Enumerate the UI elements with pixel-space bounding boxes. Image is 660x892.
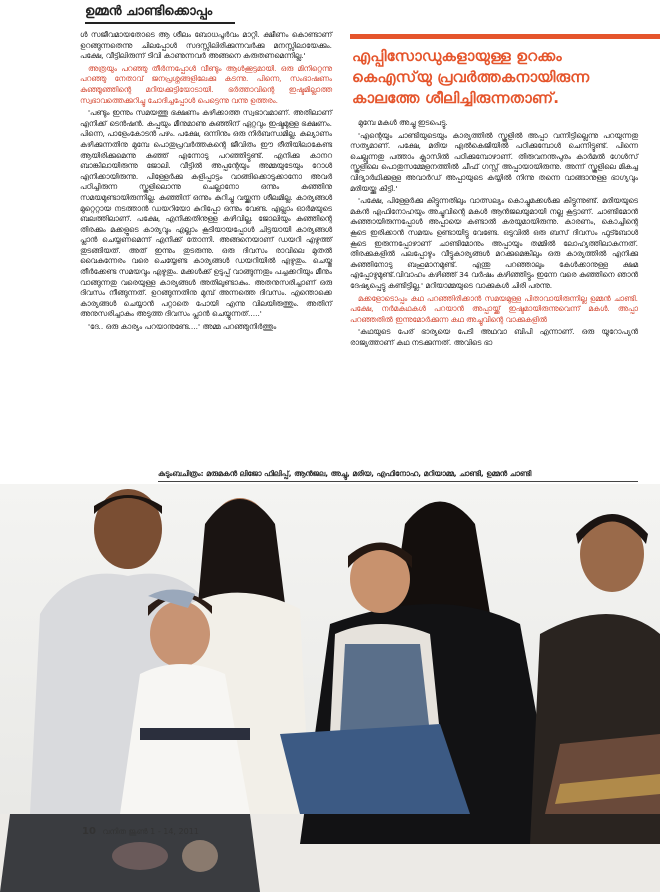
- magazine-name: വനിത: [102, 827, 126, 836]
- page-header: [0, 0, 660, 28]
- paragraph: 'പണ്ടും ഇന്നും സമയത്തു ഭക്ഷണം കഴിക്കാത്ത സ്വഭാവമാണ്. അതിലാണ് എനിക്ക് ടെൻഷൻ. കപ്പയും മീനുമാണു കുഞ്ഞിന് ഏറ്റവും ഇഷ്ടമുള്ള ഭക്ഷണം. പിന്നെ, പാളേംകോടൻ പഴം. പക്ഷേ, ഒന്നിനും ഒരു നിർബന്ധമില്ല. കല്യാണം കഴിക്കുന്നതിനു മുമ്പേ പൊതുപ്രവർത്തകന്റെ ജീവിതം ഈ രീതിയിലാകേണ്ട ആയിരിക്കുമെന്നു കുഞ്ഞ് എന്നോടു പറഞ്ഞിട്ടുണ്ട്. എനിക്കു കാനറ ബാങ്കിലായിരുന്നു ജോലി. വീട്ടിൽ അപ്പന്റേയും അമ്മയുടേയും റോൾ എനിക്കായിരുന്നു. പിള്ളേർക്കു കളിപ്പാട്ടം വാങ്ങിക്കൊടുക്കാനോ അവർ പഠിച്ചിരുന്ന സ്കൂളിലൊന്നു ചെല്ലാനോ ഒന്നും കുഞ്ഞിനു സമയമുണ്ടായിരുന്നില്ല. കുഞ്ഞിന് ഒന്നും കുറിച്ചു വയ്ക്കുന്ന ശീലമില്ല. കാര്യങ്ങൾ മുറ്റെറ്റായ നടത്താൻ ഡയറിയോ കുറിപ്പോ ഒന്നും വേണ്ട. എല്ലാം ഓർമയുടെ ബലത്തിലാണ്. പക്ഷേ, എനിക്കതിനുള്ള കഴിവില്ല. ജോലിയും കുഞ്ഞിന്റെ തിരക്കും മക്കളുടെ കാര്യവും എല്ലാം കൂടിയായപ്പോൾ ചിട്ടയായി കാര്യങ്ങൾ പ്ലാൻ ചെയ്യണമെന്ന് എനിക്ക് തോന്നി. അങ്ങനെയാണ് ഡയറി എഴുത്ത് തുടങ്ങിയത്. അത് ഇന്നും തുടരുന്നു. ഒരു ദിവസം രാവിലെ മുതൽ വൈകുന്നേരം വരെ ചെയ്യേണ്ട കാര്യങ്ങൾ ഡയറിയിൽ എഴുതും. ചെയ്തു തീർക്കേണ്ട സമയവും എഴുതും. മക്കൾക്ക് ഉടുപ്പ് വാങ്ങുന്നതും പച്ചക്കറിയും മീനും വാങ്ങുന്നതു വരെയുള്ള കാര്യങ്ങൾ അതിലുണ്ടാകും. അതനുസരിച്ചാണ് ഒരു ദിവസം നീങ്ങുന്നത്. ഉറങ്ങുന്നതിനു മുമ്പ് അന്നത്തെ ദിവസം. എന്തൊക്കെ കാര്യങ്ങൾ ചെയ്യാൻ പറ്റാതെ പോയി എന്നു വിലയിരുത്തും. അതിന് അനുസരിച്ചാകും അടുത്ത ദിവസം പ്ലാൻ ചെയ്യുന്നത്.....': [80, 108, 332, 319]
- paragraph: മക്കളോടൊപ്പം കഥ പറഞ്ഞിരിക്കാൻ സമയമുള്ള പിതാവായിരുന്നില്ല ഉമ്മൻ ചാണ്ടി. പക്ഷേ, നർമകഥകൾ പറയാൻ അപ്പായ്ക്ക് ഇഷ്ടമായിരുന്നുവെന്ന് മകൾ. അപ്പാ പറഞ്ഞതിൽ ഇന്നുമോർക്കുന്ന കഥ അച്ചുവിന്റെ വാക്കുകളിൽ: [350, 293, 638, 324]
- pull-quote-bar: [350, 34, 660, 39]
- paragraph: ൾ സജീവമായതോടെ ആ ശീലം ബോധപൂർവം മാറ്റി. ക്ഷീണം കൊണ്ടാണ് ഉറങ്ങുന്നതെന്നു ചിലപ്പോൾ സദസ്സിലിരിക്കുന്നവർക്കു മനസ്സിലായേക്കും. പക്ഷേ, വീട്ടിലിരുന്ന് ടിവി കാണുന്നവർ അങ്ങനെ കരുതണമെന്നില്ല.': [80, 30, 332, 61]
- page-footer: [82, 826, 199, 837]
- issue-date: ജൂൺ 1 - 14, 2011: [128, 827, 199, 836]
- article-column-left: [80, 30, 332, 335]
- paragraph: 'ദേ.. ഒരു കാര്യം പറയാനുണ്ടേ....' അമ്മ പറഞ്ഞുനിർത്തും: [88, 322, 277, 332]
- photo-caption: കുടുംബചിത്രം: മരുമകൻ ലിജോ ഫിലിപ്പ്, ആൻജല, അച്ചു, മരിയ, എഫിനോഹ, മറിയാമ്മ, ചാണ്ടി, ഉമ്മൻ ചാണ്ടി: [158, 469, 638, 482]
- paragraph: മുമ്പേ മകൾ അച്ചു ഇടപെട്ടു.: [358, 118, 448, 127]
- paragraph: 'പക്ഷേ, പിള്ളേർക്കു കിട്ടുന്നതിലും വാത്സല്യം കൊച്ചുമക്കൾക്കു കിട്ടുന്നുണ്ട്. മരിയയുടെ മകൻ എഫിനോഹയും അച്ചുവിന്റെ മകൾ ആൻജലയുമായി നല്ല കൂട്ടാണ്. ചാണ്ടിമോൻ കുഞ്ഞായിരുന്നപ്പോൾ അപ്പായെ കണ്ടാൽ കരയുമായിരുന്നു. കാരണം, കൊച്ചിന്റെ കൂടെ ഇരിക്കാൻ സമയം ഉണ്ടായിട്ടു വേണ്ടേ. ഒടുവിൽ ഒരു ബസ് ദിവസം ഫുട്ബോൾ കൂടെ ഇരുന്നപ്പോഴാണ് ചാണ്ടിമോനും അപ്പായും തമ്മിൽ ലോഹ്യത്തിലാകുന്നത്. തിരക്കുകളിൽ പലപ്പോഴും വീട്ടുകാര്യങ്ങൾ മറക്കുമെങ്കിലും ഒരു കാര്യത്തിൽ എനിക്കു കുഞ്ഞിനോടു ബഹുമാനമുണ്ട്. എന്തു പറഞ്ഞാലും കേൾക്കാനുള്ള ക്ഷമ എപ്പോഴുമുണ്ട്.വിവാഹം കഴിഞ്ഞ് 34 വർഷം കഴിഞ്ഞിട്ടും ഇന്നേ വരെ കുഞ്ഞിനെ ഞാൻ ദേഷ്യപ്പെട്ടു കണ്ടിട്ടില്ല.' മറിയാമ്മയുടെ വാക്കുകൾ ചിരി പരന്നു.: [350, 196, 638, 290]
- header-rule: [85, 22, 235, 24]
- paragraph: അത്രയും പറഞ്ഞു തീർന്നപ്പോൾ വീണ്ടും ആൾക്കൂട്ടമായി. ഒരു മിനിറ്റെന്നു പറഞ്ഞു നേതാവ് ജനപ്രശ്നങ്ങളിലേക്കു കടന്നു. പിന്നെ, സംഭാഷണം കുഞ്ഞൂഞ്ഞിന്റെ മറിയക്കുട്ടിയോടായി. ഭർത്താവിന്റെ ഇഷ്ടമില്ലാത്ത സ്വഭാവത്തെക്കുറിച്ചു ചോദിച്ചപ്പോൾ പെട്ടെന്നു വന്നു ഉത്തരം.: [80, 63, 332, 105]
- section-title: ഉമ്മൻ ചാണ്ടിക്കൊപ്പം: [85, 4, 213, 19]
- paragraph: 'എന്റെയും ചാണ്ടിയുടെയും കാര്യത്തിൽ സ്കൂളിൽ അപ്പാ വന്നിട്ടില്ലെന്നു പറയുന്നതു സത്യമാണ്. പക്ഷേ, മരിയ എൽകെജിയിൽ പഠിക്കുമ്പോൾ ചെന്നിട്ടുണ്ട്. പിന്നെ ചെല്ലുന്നതു പത്താം ക്ലാസിൽ പഠിക്കുമ്പോഴാണ്. തിരുവനന്തപുരം കാർമൽ ഗേൾസ് സ്കൂളിലെ പൊതുസമ്മേളനത്തിൽ ചീഫ് ഗസ്റ്റ് അപ്പായായിരുന്നു. അന്ന് സ്കൂളിലെ മികച്ച വിദ്യാർഥിക്കുള്ള അവാർഡ് അപ്പായുടെ കയ്യിൽ നിന്നു തന്നെ വാങ്ങാനുള്ള ഭാഗ്യവും മരിയയ്ക്കു കിട്ടി.': [350, 130, 638, 193]
- paragraph: 'കഥയുടെ പേര് ഭാര്യയെ പേടി അഥവാ ബിപി എന്നാണ്. ഒരു യൂറോപ്യൻ രാജ്യത്താണ് കഥ നടക്കുന്നത്. അവിടെ ഭാ: [350, 327, 638, 347]
- article-column-right: [350, 118, 638, 350]
- page-number: 10: [82, 826, 96, 837]
- pull-quote: എപ്പിസോഡുകളായുള്ള ഉറക്കം കെഎസ്‌യു പ്രവർത്തകനായിരുന്ന കാലത്തേ ശീലിച്ചിരുന്നതാണ്.: [352, 47, 590, 107]
